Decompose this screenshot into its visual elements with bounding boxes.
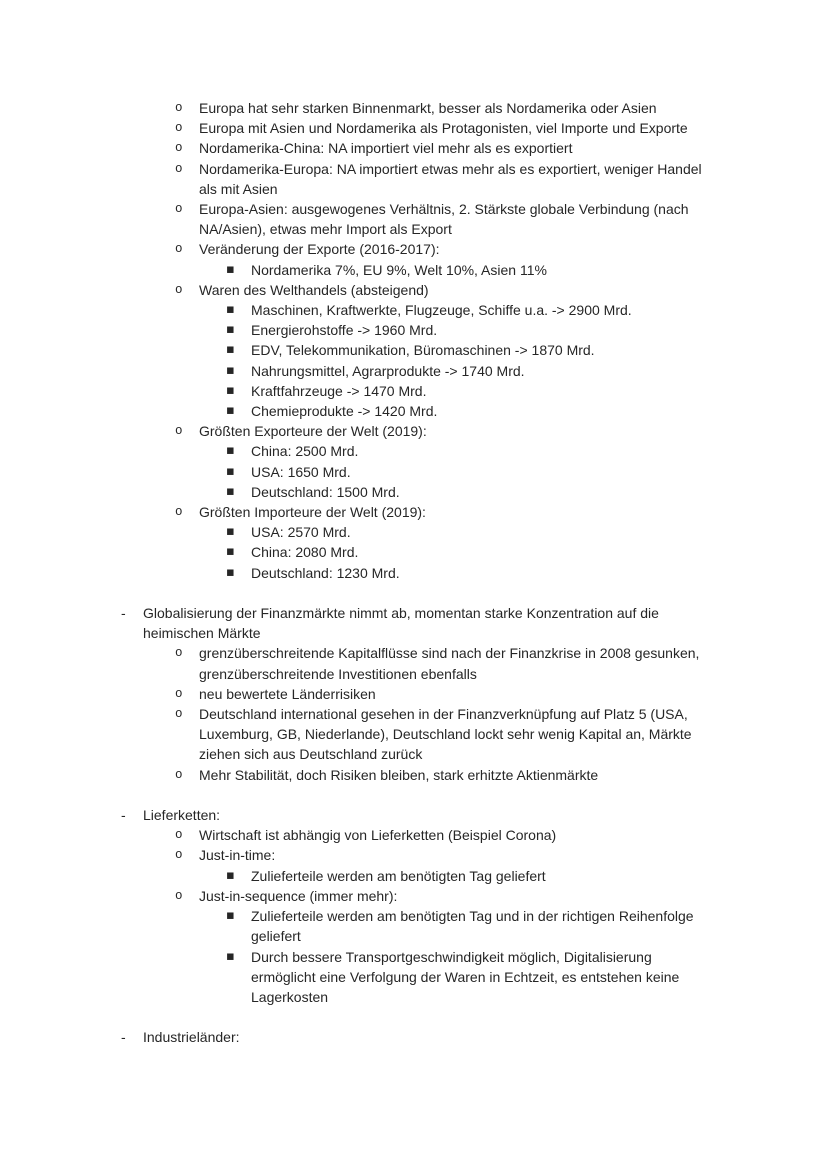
list-item — [0, 239, 828, 259]
circle-bullet-icon: o — [175, 202, 183, 217]
list-item-text: Deutschland: 1500 Mrd. — [251, 483, 400, 500]
circle-bullet-icon: o — [175, 101, 183, 115]
square-bullet-icon: ▪ — [226, 948, 235, 964]
list-item-text: Zulieferteile werden am benötigten Tag und in der richtigen Reihenfolge geliefert — [251, 908, 694, 945]
square-bullet-icon: ▪ — [226, 564, 235, 580]
square-bullet-icon: ▪ — [226, 463, 235, 479]
list-item — [0, 482, 828, 502]
circle-bullet-icon: o — [175, 848, 183, 863]
square-bullet-icon: ▪ — [226, 443, 235, 459]
circle-bullet-icon: o — [175, 242, 183, 257]
list-item-text: Nahrungsmittel, Agrarprodukte -> 1740 Mrd. — [251, 362, 525, 379]
dash-bullet-icon: - — [121, 605, 126, 622]
list-item-text: Deutschland: 1230 Mrd. — [251, 564, 400, 581]
circle-bullet-icon: o — [175, 282, 183, 297]
list-item-text: Veränderung der Exporte (2016-2017): — [199, 241, 440, 258]
list-item — [0, 906, 828, 946]
list-item-text: China: 2500 Mrd. — [251, 443, 359, 460]
dash-bullet-icon: - — [121, 807, 126, 824]
list-item — [0, 280, 828, 300]
list-item — [0, 401, 828, 421]
list-item — [0, 704, 828, 765]
circle-bullet-icon: o — [175, 707, 183, 722]
square-bullet-icon: ▪ — [226, 261, 235, 277]
list-item — [0, 947, 828, 1008]
list-item-text: Größten Exporteure der Welt (2019): — [199, 423, 427, 440]
list-item — [0, 603, 828, 643]
list-item-text: Kraftfahrzeuge -> 1470 Mrd. — [251, 382, 427, 399]
section-industrielaender — [0, 1027, 828, 1047]
list-item-text: Durch bessere Transportgeschwindigkeit möglich, Digitalisierung ermöglicht eine Verfolgung der Waren in Echtzeit, es entstehen keine Lagerkosten — [251, 948, 680, 1005]
list-item — [0, 381, 828, 401]
square-bullet-icon: ▪ — [226, 302, 235, 318]
list-item-text: Europa mit Asien und Nordamerika als Protagonisten, viel Importe und Exporte — [199, 120, 688, 137]
circle-bullet-icon: o — [175, 121, 183, 136]
list-item — [0, 340, 828, 360]
list-item — [0, 845, 828, 865]
list-item-text: Energierohstoffe -> 1960 Mrd. — [251, 322, 438, 339]
list-item-text: Nordamerika-China: NA importiert viel mehr als es exportiert — [199, 140, 573, 157]
list-item-text: Just-in-time: — [199, 847, 276, 864]
list-item — [0, 300, 828, 320]
list-item-text: Nordamerika 7%, EU 9%, Welt 10%, Asien 11% — [251, 261, 547, 278]
list-item — [0, 1027, 828, 1047]
list-item — [0, 805, 828, 825]
list-item — [0, 502, 828, 522]
list-item — [0, 441, 828, 461]
circle-bullet-icon: o — [175, 767, 183, 782]
circle-bullet-icon: o — [175, 424, 183, 439]
list-item-text: Chemieprodukte -> 1420 Mrd. — [251, 403, 438, 420]
circle-bullet-icon: o — [175, 828, 183, 843]
list-item — [0, 765, 828, 785]
list-item-text: Europa-Asien: ausgewogenes Verhältnis, 2. Stärkste globale Verbindung (nach NA/Asien), etwas mehr Import als Export — [199, 201, 689, 238]
list-item — [0, 825, 828, 845]
list-item-text: Deutschland international gesehen in der Finanzverknüpfung auf Platz 5 (USA, Luxemburg, GB, Niederlande), Deutschland lockt sehr wenig Kapital an, Märkte ziehen sich aus Deutschland zurück — [199, 706, 692, 763]
list-item-text: Industrieländer: — [143, 1029, 240, 1046]
list-item — [0, 118, 828, 138]
circle-bullet-icon: o — [175, 141, 183, 156]
list-item — [0, 643, 828, 683]
list-item-text: USA: 1650 Mrd. — [251, 463, 351, 480]
section-lieferketten — [0, 805, 828, 1007]
list-item — [0, 159, 828, 199]
list-item-text: Lieferketten: — [143, 807, 221, 824]
list-item-text: Europa hat sehr starken Binnenmarkt, besser als Nordamerika oder Asien — [199, 100, 657, 116]
notes-list — [0, 98, 828, 1048]
list-item — [0, 320, 828, 340]
list-item-text: USA: 2570 Mrd. — [251, 524, 351, 541]
square-bullet-icon: ▪ — [226, 544, 235, 560]
list-item-text: Maschinen, Kraftwerkte, Flugzeuge, Schiffe u.a. -> 2900 Mrd. — [251, 302, 632, 319]
square-bullet-icon: ▪ — [226, 382, 235, 398]
list-item — [0, 866, 828, 886]
list-item-text: Mehr Stabilität, doch Risiken bleiben, stark erhitzte Aktienmärkte — [199, 766, 599, 783]
list-item-text: Just-in-sequence (immer mehr): — [199, 887, 398, 904]
list-item-text: EDV, Telekommunikation, Büromaschinen -> 1870 Mrd. — [251, 342, 595, 359]
list-item — [0, 260, 828, 280]
list-item — [0, 361, 828, 381]
list-item — [0, 199, 828, 239]
list-item-text: neu bewertete Länderrisiken — [199, 685, 376, 702]
list-item-text: Waren des Welthandels (absteigend) — [199, 281, 429, 298]
list-item-text: Nordamerika-Europa: NA importiert etwas mehr als es exportiert, weniger Handel als mit Asien — [199, 160, 702, 197]
list-item — [0, 886, 828, 906]
square-bullet-icon: ▪ — [226, 524, 235, 540]
list-item-text: Zulieferteile werden am benötigten Tag geliefert — [251, 867, 546, 884]
section-welthandel — [0, 98, 828, 583]
circle-bullet-icon: o — [175, 888, 183, 903]
list-item-text: China: 2080 Mrd. — [251, 544, 359, 561]
list-item — [0, 98, 828, 118]
circle-bullet-icon: o — [175, 161, 183, 176]
list-item — [0, 684, 828, 704]
circle-bullet-icon: o — [175, 505, 183, 520]
list-item-text: grenzüberschreitende Kapitalflüsse sind nach der Finanzkrise in 2008 gesunken, grenzüberschreitende Investitionen ebenfalls — [199, 645, 700, 682]
list-item — [0, 421, 828, 441]
list-item-text: Größten Importeure der Welt (2019): — [199, 504, 426, 521]
square-bullet-icon: ▪ — [226, 342, 235, 358]
list-item-text: Globalisierung der Finanzmärkte nimmt ab, momentan starke Konzentration auf die heimischen Märkte — [143, 605, 659, 642]
list-item — [0, 522, 828, 542]
section-finanzmaerkte — [0, 603, 828, 785]
dash-bullet-icon: - — [121, 1029, 126, 1046]
square-bullet-icon: ▪ — [226, 322, 235, 338]
square-bullet-icon: ▪ — [226, 867, 235, 883]
square-bullet-icon: ▪ — [226, 403, 235, 419]
list-item — [0, 462, 828, 482]
square-bullet-icon: ▪ — [226, 362, 235, 378]
circle-bullet-icon: o — [175, 686, 183, 701]
list-item — [0, 138, 828, 158]
list-item — [0, 563, 828, 583]
square-bullet-icon: ▪ — [226, 483, 235, 499]
list-item — [0, 542, 828, 562]
circle-bullet-icon: o — [175, 646, 183, 661]
square-bullet-icon: ▪ — [226, 908, 235, 924]
list-item-text: Wirtschaft ist abhängig von Lieferketten (Beispiel Corona) — [199, 827, 557, 844]
